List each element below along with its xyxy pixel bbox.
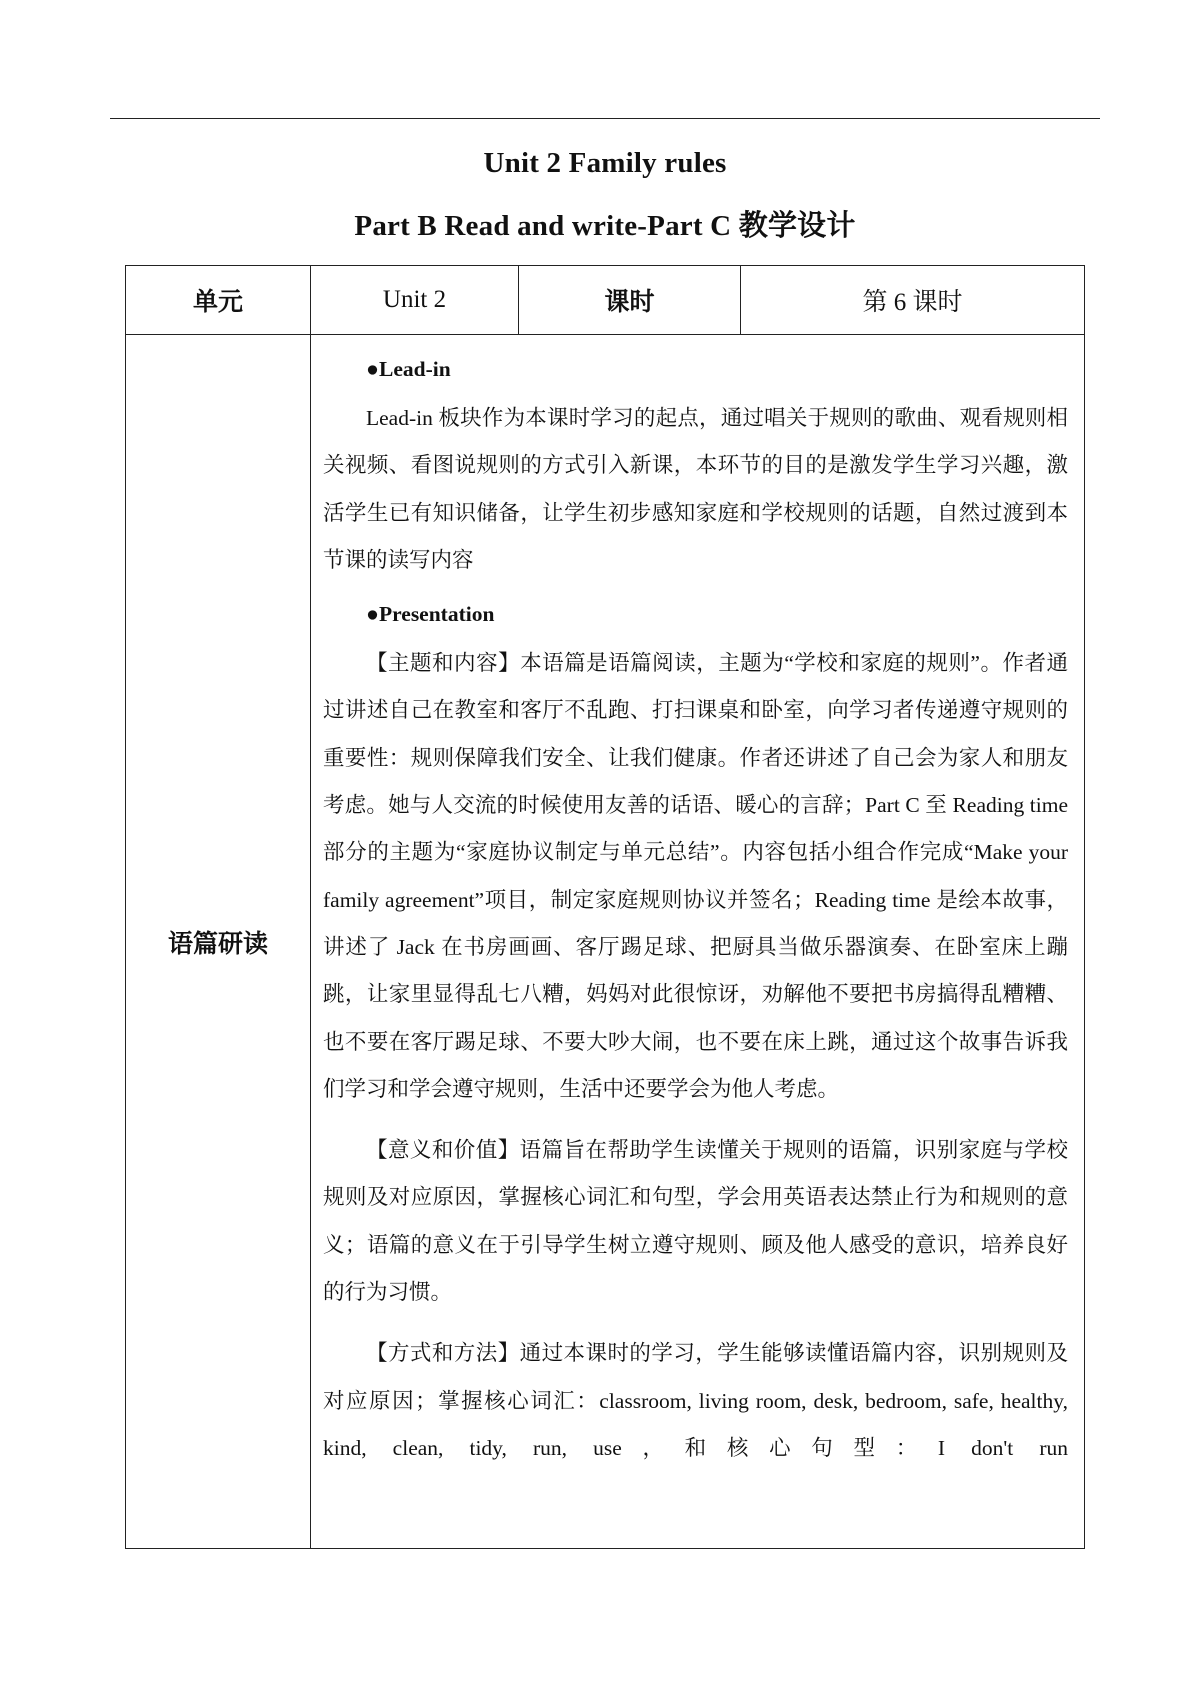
lesson-value-cell: 第 6 课时 bbox=[741, 266, 1085, 335]
document-subtitle: Part B Read and write-Part C 教学设计 bbox=[354, 210, 856, 242]
table-body-row bbox=[126, 335, 1085, 1549]
section-label-cell: 语篇研读 bbox=[126, 335, 311, 1549]
unit-value-cell: Unit 2 bbox=[311, 266, 519, 335]
unit-label-cell: 单元 bbox=[126, 266, 311, 335]
lesson-plan-table bbox=[125, 265, 1085, 1549]
method-paragraph: 【方式和方法】通过本课时的学习，学生能够读懂语篇内容，识别规则及对应原因；掌握核心词汇：classroom, living room, desk, bedroom, safe, healthy, kind, clean, tidy, run, use，和核心句型：I don't run bbox=[323, 1341, 1068, 1460]
leadin-heading: ●Lead-in bbox=[366, 357, 451, 381]
meaning-paragraph: 【意义和价值】语篇旨在帮助学生读懂关于规则的语篇，识别家庭与学校规则及对应原因，掌握核心词汇和句型，学会用英语表达禁止行为和规则的意义；语篇的意义在于引导学生树立遵守规则、顾及他人感受的意识，培养良好的行为习惯。 bbox=[323, 1138, 1068, 1305]
theme-paragraph: 【主题和内容】本语篇是语篇阅读，主题为“学校和家庭的规则”。作者通过讲述自己在教室和客厅不乱跑、打扫课桌和卧室，向学习者传递遵守规则的重要性：规则保障我们安全、让我们健康。作者还讲述了自己会为家人和朋友考虑。她与人交流的时候使用友善的话语、暖心的言辞；Part C 至 Reading time 部分的主题为“家庭协议制定与单元总结”。内容包括小组合作完成“Make your family agreement”项目，制定家庭规则协议并签名；Reading time 是绘本故事，讲述了 Jack 在书房画画、客厅踢足球、把厨具当做乐器演奏、在卧室床上蹦跳，让家里显得乱七八糟，妈妈对此很惊讶，劝解他不要把书房搞得乱糟糟、也不要在客厅踢足球、不要大吵大闹，也不要在床上跳，通过这个故事告诉我们学习和学会遵守规则，生活中还要学会为他人考虑。 bbox=[323, 651, 1068, 1101]
table-header-row bbox=[126, 266, 1085, 335]
header-rule bbox=[110, 118, 1100, 119]
leadin-paragraph: Lead-in 板块作为本课时学习的起点，通过唱关于规则的歌曲、观看规则相关视频、看图说规则的方式引入新课，本环节的目的是激发学生学习兴趣，激活学生已有知识储备，让学生初步感知家庭和学校规则的话题，自然过渡到本节课的读写内容 bbox=[323, 406, 1068, 572]
presentation-heading: ●Presentation bbox=[366, 602, 495, 627]
section-content-cell bbox=[311, 335, 1085, 1549]
document-title: Unit 2 Family rules bbox=[483, 147, 727, 179]
lesson-label-cell: 课时 bbox=[519, 266, 741, 335]
section-content bbox=[311, 335, 1084, 1472]
